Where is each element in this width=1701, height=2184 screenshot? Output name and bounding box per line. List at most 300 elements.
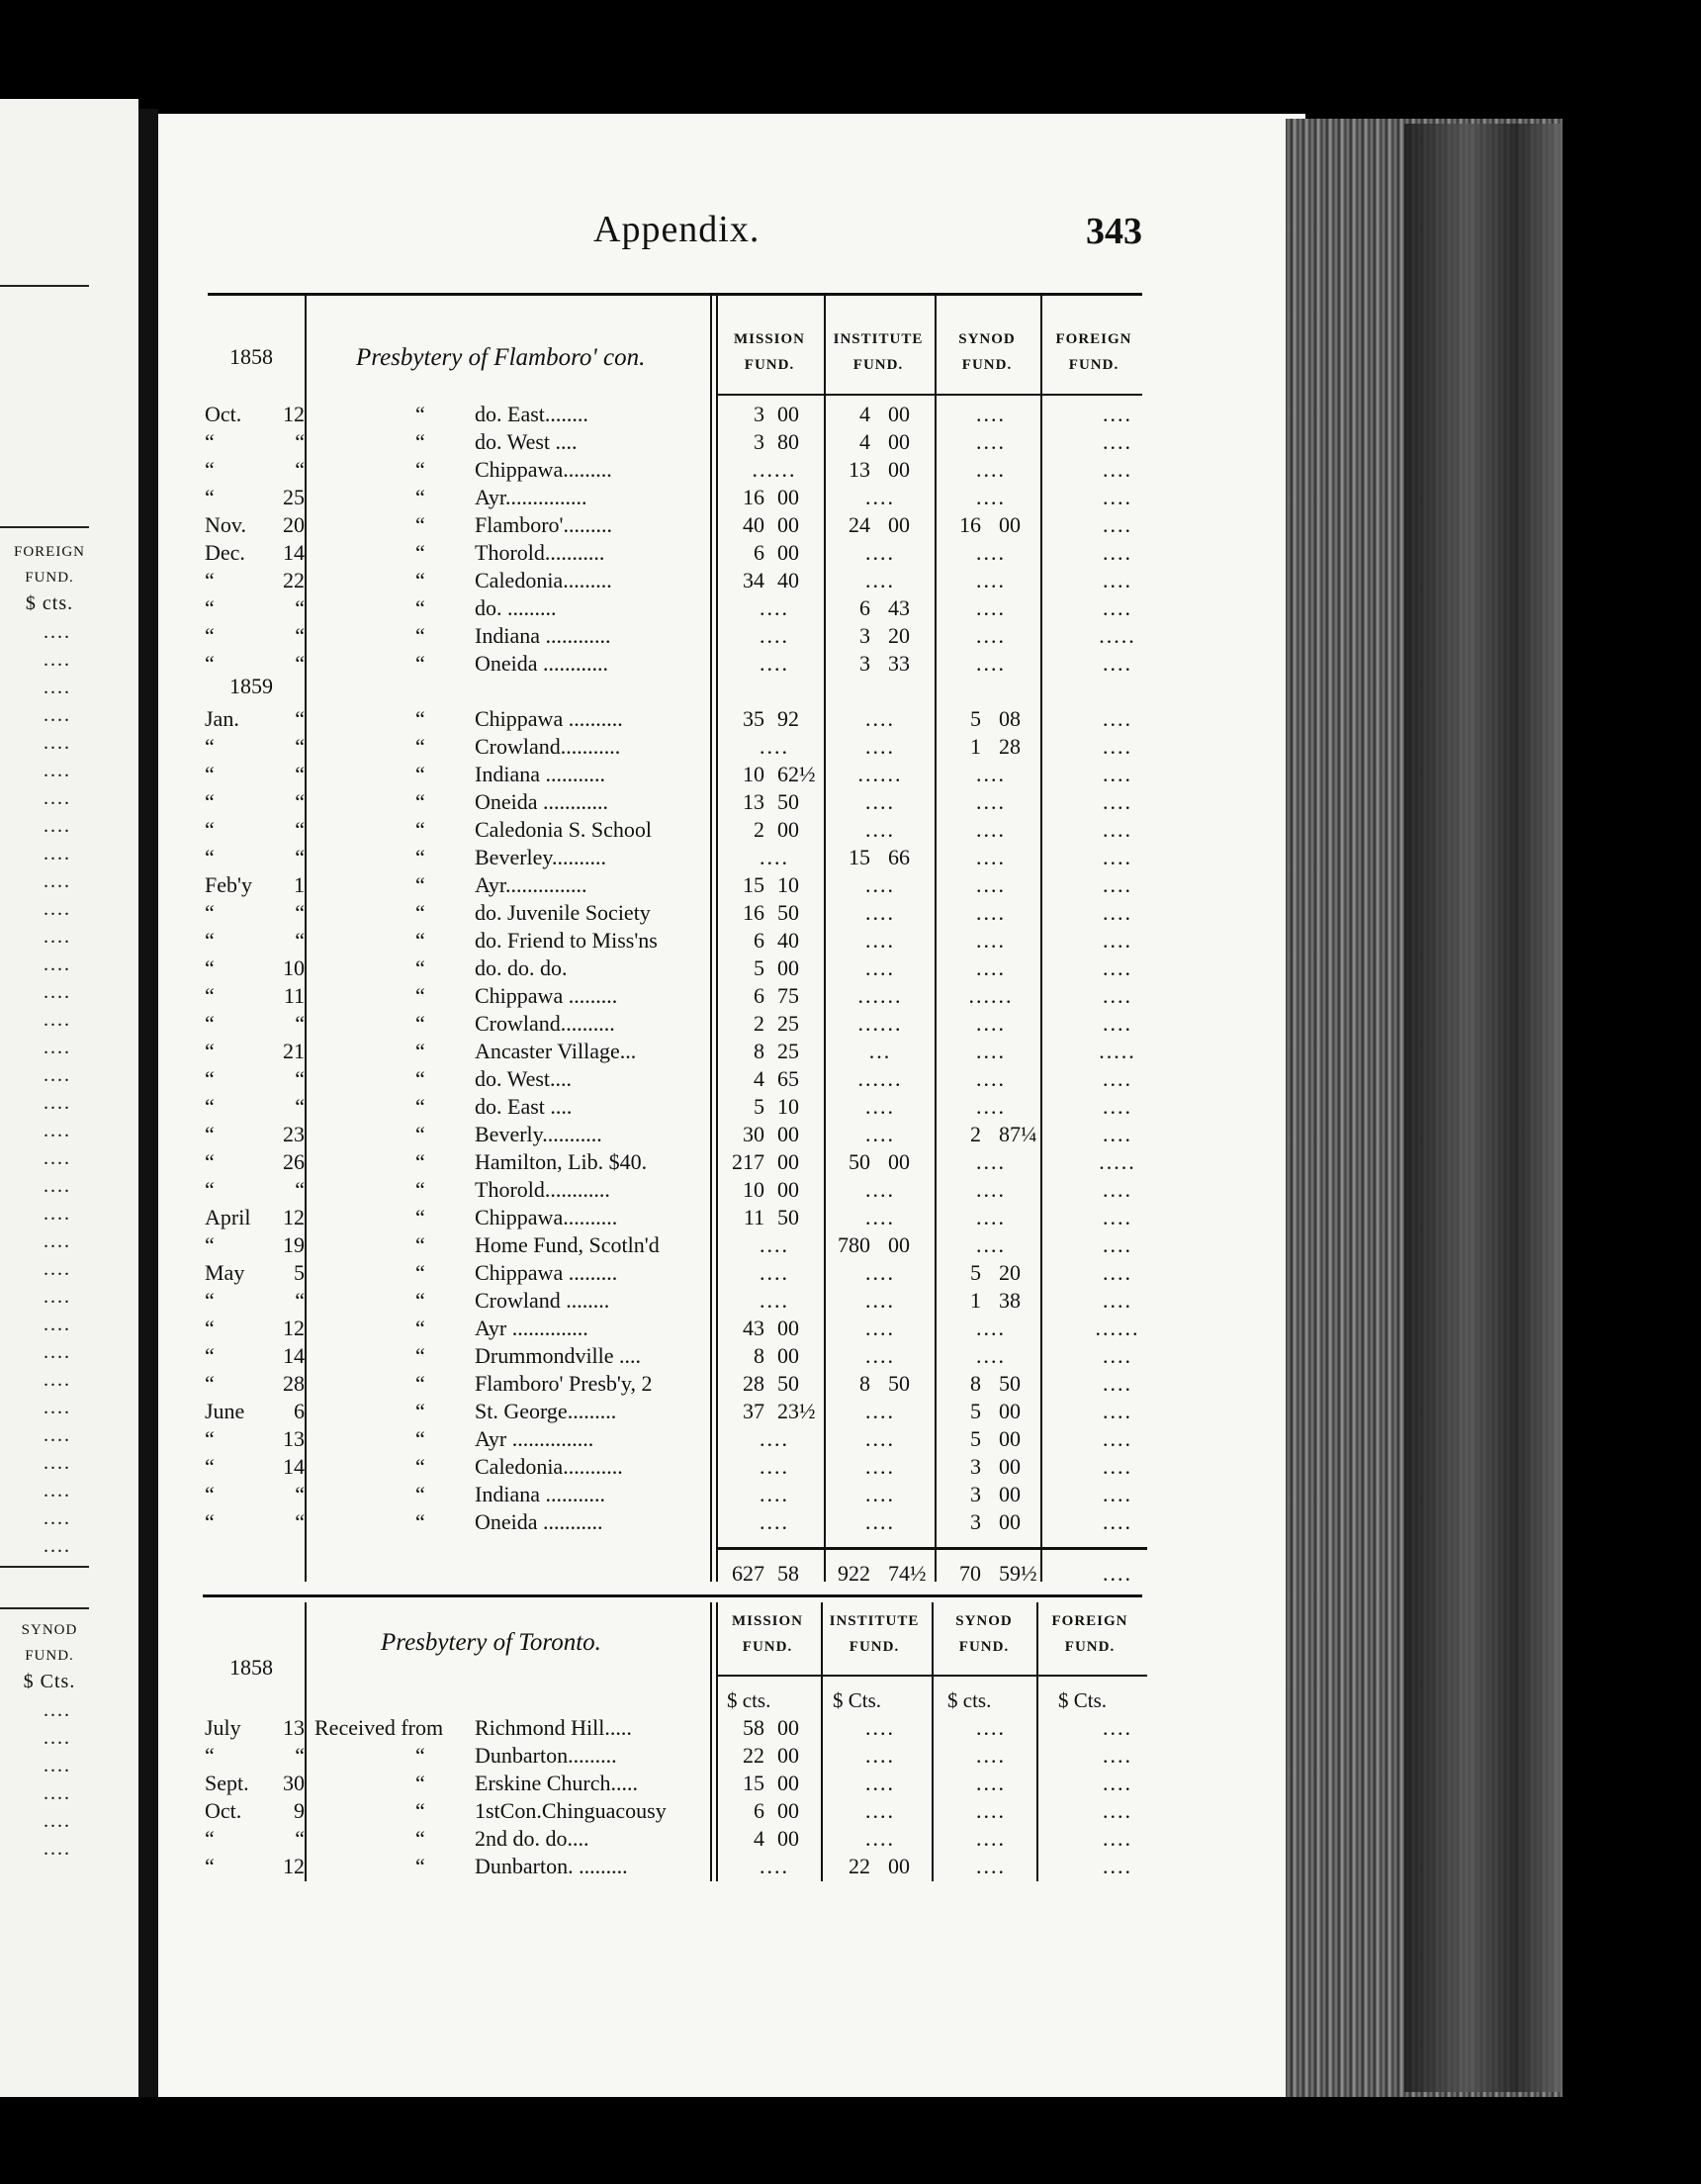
entry-day: 13 [283,1426,305,1451]
column-header-mission: MISSION FUND. [733,331,806,373]
mission-cents: 00 [777,512,799,537]
synod-cents: 00 [999,1399,1021,1423]
mission-blank: .... [760,1854,789,1878]
entry-day: 9 [294,1798,305,1823]
institute-blank: .... [865,1343,895,1368]
entry-name: do. Juvenile Society [475,900,651,925]
table-row [0,1176,1286,1204]
table-row [0,1742,1286,1770]
table-row [0,1121,1286,1148]
entry-day: 19 [283,1232,305,1257]
entry-name: St. George......... [475,1399,617,1423]
left-page-column-header: SYNOD FUND. [21,1622,78,1664]
entry-ditto: “ [415,706,425,731]
institute-cents: 00 [888,1232,910,1257]
entry-month: “ [205,1149,215,1174]
left-page-dot-leader: .... [44,1838,71,1860]
synod-cents: 00 [999,1454,1021,1479]
mission-dollars: 28 [743,1371,764,1396]
foreign-amount: .... [1103,1854,1132,1878]
synod-blank: .... [976,1743,1006,1768]
entry-name: Indiana ........... [475,1482,605,1506]
entry-name: Chippawa......... [475,457,612,482]
foreign-amount: ..... [1099,1149,1136,1174]
entry-month: “ [205,457,215,482]
entry-month: “ [205,956,215,980]
entry-month: “ [205,1454,215,1479]
entry-ditto: “ [415,595,425,620]
entry-name: Erskine Church..... [475,1771,638,1795]
institute-blank: .... [865,1205,895,1229]
left-page-dot-leader: .... [44,898,71,920]
entry-month: “ [205,1826,215,1851]
synod-blank: .... [976,872,1006,897]
table-row [0,401,1286,428]
entry-ditto: “ [415,1011,425,1036]
table-row [0,1770,1286,1797]
total-institute-cents: 74½ [888,1561,927,1586]
mission-dollars: 35 [743,706,764,731]
synod-blank: .... [976,402,1006,426]
foreign-amount: ..... [1099,1039,1136,1063]
left-page-dot-leader: .... [44,1258,71,1280]
synod-blank: .... [976,1316,1006,1340]
mission-blank: .... [760,1454,789,1479]
entry-ditto: “ [415,402,425,426]
synod-blank: .... [976,762,1006,786]
institute-blank: .... [865,928,895,953]
entry-month: “ [205,485,215,509]
entry-name: Ayr .............. [475,1316,588,1340]
entry-month: “ [205,845,215,869]
entry-month: “ [205,623,215,648]
institute-dollars: 4 [859,429,870,454]
entry-name: Chippawa.......... [475,1205,618,1229]
entry-month: “ [205,1066,215,1091]
institute-blank: .... [865,485,895,509]
entry-month: “ [205,1177,215,1202]
entry-ditto: “ [415,1509,425,1534]
mission-blank: .... [760,595,789,620]
institute-blank: .... [865,872,895,897]
mission-cents: 10 [777,872,799,897]
entry-month: Oct. [205,1798,242,1823]
mission-cents: 50 [777,1205,799,1229]
synod-blank: .... [976,1771,1006,1795]
mission-dollars: 34 [743,568,764,592]
entry-name: Oneida ............ [475,789,609,814]
entry-month: Sept. [205,1771,249,1795]
institute-dollars: 3 [859,623,870,648]
entry-month: “ [205,983,215,1008]
table-row [0,622,1286,650]
entry-month: “ [205,1011,215,1036]
table-row [0,927,1286,955]
entry-day: “ [295,845,305,869]
institute-blank: ...... [857,1066,903,1091]
left-page-dot-leader: .... [44,621,71,643]
mission-dollars: 2 [754,817,764,842]
foreign-amount: .... [1103,651,1132,676]
institute-dollars: 13 [849,457,870,482]
left-page-dot-leader: .... [44,1037,71,1058]
entry-day: 10 [283,956,305,980]
left-page-dot-leader: .... [44,1203,71,1225]
institute-blank: .... [865,1094,895,1119]
foreign-amount: .... [1103,1371,1132,1396]
entry-ditto: “ [415,734,425,759]
year-label: 1859 [229,674,273,698]
section-year: 1858 [229,344,273,369]
mission-dollars: 6 [754,928,764,953]
entry-name: Beverly........... [475,1122,602,1146]
entry-month: “ [205,1094,215,1119]
entry-name: Thorold............ [475,1177,610,1202]
left-page-dot-leader: .... [44,1424,71,1446]
entry-ditto: “ [415,900,425,925]
foreign-amount: .... [1103,457,1132,482]
table-row [0,1481,1286,1508]
synod-subhead: $ cts. [947,1688,992,1712]
entry-month: June [205,1399,245,1423]
left-page-dot-leader: .... [44,1397,71,1418]
foreign-amount: .... [1103,568,1132,592]
column-header-foreign: FOREIGN FUND. [1055,331,1132,373]
foreign-amount: .... [1103,1509,1132,1534]
left-page-subhead: $ Cts. [23,1671,76,1692]
institute-blank: ... [868,1039,892,1063]
entry-ditto: “ [415,956,425,980]
institute-cents: 20 [888,623,910,648]
entry-ditto: “ [415,817,425,842]
entry-day: “ [295,595,305,620]
entry-ditto: “ [415,1232,425,1257]
foreign-amount: .... [1103,1288,1132,1313]
synod-blank: .... [976,900,1006,925]
section-year: 1858 [229,1655,273,1680]
entry-name: Crowland.......... [475,1011,615,1036]
entry-day: “ [295,457,305,482]
mission-cents: 00 [777,485,799,509]
institute-blank: .... [865,956,895,980]
institute-blank: .... [865,734,895,759]
table-row [0,594,1286,622]
entry-day: 12 [283,1205,305,1229]
left-page-dot-leader: .... [44,1452,71,1474]
entry-month: “ [205,1232,215,1257]
foreign-amount: .... [1103,1205,1132,1229]
foreign-amount: .... [1103,1343,1132,1368]
synod-blank: .... [976,623,1006,648]
left-page-dot-leader: .... [44,1341,71,1363]
foreign-amount: .... [1103,789,1132,814]
entry-ditto: “ [415,429,425,454]
mission-dollars: 6 [754,983,764,1008]
institute-dollars: 780 [838,1232,870,1257]
institute-blank: .... [865,568,895,592]
mission-dollars: 16 [743,485,764,509]
institute-cents: 00 [888,457,910,482]
column-header-institute: INSTITUTE FUND. [829,1613,920,1655]
left-page-dot-leader: .... [44,1175,71,1197]
entry-ditto: “ [415,1316,425,1340]
institute-blank: .... [865,1260,895,1285]
table-top-rule [208,293,1142,296]
table-row [0,428,1286,456]
foreign-amount: ..... [1099,623,1136,648]
foreign-amount: .... [1103,1743,1132,1768]
entry-name: Crowland ........ [475,1288,610,1313]
page-number: 343 [1086,211,1142,252]
institute-cents: 00 [888,429,910,454]
mission-cents: 23½ [777,1399,816,1423]
institute-cents: 66 [888,845,910,869]
mission-dollars: 4 [754,1066,764,1091]
left-page-dot-leader: .... [44,1727,71,1749]
entry-month: “ [205,1316,215,1340]
institute-blank: .... [865,789,895,814]
entry-name: do. West .... [475,429,578,454]
foreign-amount: .... [1103,1454,1132,1479]
mission-cents: 00 [777,1771,799,1795]
entry-day: “ [295,651,305,676]
mission-cents: 00 [777,1798,799,1823]
institute-dollars: 24 [849,512,870,537]
entry-day: 14 [283,1343,305,1368]
mission-dollars: 3 [754,429,764,454]
left-page-dot-leader: .... [44,649,71,671]
synod-blank: .... [976,956,1006,980]
institute-cents: 00 [888,512,910,537]
entry-name: 1stCon.Chinguacousy [475,1798,667,1823]
institute-blank: ...... [857,983,903,1008]
table-row [0,1315,1286,1342]
institute-blank: .... [865,540,895,565]
left-page-dot-leader: .... [44,787,71,809]
mission-blank: .... [760,1288,789,1313]
total-synod-cents: 59½ [999,1561,1037,1586]
table-row [0,650,1286,678]
foreign-amount: .... [1103,983,1132,1008]
mission-dollars: 4 [754,1826,764,1851]
synod-cents: 08 [999,706,1021,731]
synod-dollars: 16 [959,512,981,537]
running-title: Appendix. [593,209,761,250]
institute-subhead: $ Cts. [833,1688,882,1712]
entry-day: 12 [283,1854,305,1878]
total-foreign: .... [1103,1561,1132,1586]
mission-cents: 00 [777,1343,799,1368]
synod-blank: .... [976,485,1006,509]
mission-dollars: 22 [743,1743,764,1768]
header-underline [717,1675,1147,1677]
synod-blank: .... [976,1039,1006,1063]
entry-ditto: “ [415,623,425,648]
entry-day: 13 [283,1715,305,1740]
entry-ditto: “ [415,1149,425,1174]
page-fore-edge-shadow [1404,124,1563,2092]
column-header-synod: SYNOD FUND. [955,1613,1013,1655]
mission-cents: 50 [777,1371,799,1396]
entry-ditto: “ [415,789,425,814]
entry-name: Flamboro'......... [475,512,613,537]
left-page-column-header: FOREIGN FUND. [13,544,85,586]
synod-blank: .... [976,540,1006,565]
entry-day: 26 [283,1149,305,1174]
left-page-dot-leader: .... [44,926,71,948]
institute-blank: ...... [857,1011,903,1036]
totals-rule [717,1547,1147,1550]
section-title: Presbytery of Flamboro' con. [356,344,646,371]
synod-dollars: 5 [970,706,981,731]
mission-dollars: 10 [743,762,764,786]
table-row [0,456,1286,484]
table-row [0,1825,1286,1853]
entry-name: Caledonia S. School [475,817,653,842]
foreign-amount: .... [1103,402,1132,426]
mission-cents: 10 [777,1094,799,1119]
institute-blank: .... [865,1715,895,1740]
institute-blank: .... [865,1426,895,1451]
institute-dollars: 8 [859,1371,870,1396]
entry-day: 30 [283,1771,305,1795]
entry-day: “ [295,1288,305,1313]
entry-month: “ [205,429,215,454]
foreign-amount: .... [1103,762,1132,786]
mission-cents: 00 [777,817,799,842]
foreign-amount: .... [1103,1715,1132,1740]
entry-name: Caledonia......... [475,568,612,592]
mission-cents: 80 [777,429,799,454]
mission-cents: 50 [777,900,799,925]
mission-dollars: 8 [754,1343,764,1368]
foreign-amount: .... [1103,817,1132,842]
entry-day: “ [295,762,305,786]
mission-cents: 00 [777,1316,799,1340]
entry-name: Oneida ............ [475,651,609,676]
mission-dollars: 2 [754,1011,764,1036]
mission-dollars: 5 [754,956,764,980]
entry-month: “ [205,1854,215,1878]
left-page-dot-leader: .... [44,843,71,864]
foreign-amount: .... [1103,512,1132,537]
left-page-rule [0,1607,89,1609]
entry-name: Ayr ............... [475,1426,594,1451]
entry-ditto: “ [415,512,425,537]
entry-month: “ [205,900,215,925]
mission-dollars: 6 [754,1798,764,1823]
table-row [0,844,1286,871]
entry-name: Chippawa .......... [475,706,623,731]
entry-ditto: “ [415,1854,425,1878]
entry-ditto: “ [415,1343,425,1368]
left-page-dot-leader: .... [44,1782,71,1804]
left-page-dot-leader: .... [44,760,71,781]
foreign-amount: .... [1103,1826,1132,1851]
mission-dollars: 5 [754,1094,764,1119]
total-mission-cents: 58 [777,1561,799,1586]
left-page-dot-leader: .... [44,1699,71,1721]
foreign-amount: .... [1103,540,1132,565]
entry-month: “ [205,789,215,814]
mission-cents: 65 [777,1066,799,1091]
institute-dollars: 6 [859,595,870,620]
entry-month: July [205,1715,241,1740]
institute-cents: 00 [888,1149,910,1174]
entry-month: “ [205,568,215,592]
entry-day: “ [295,1177,305,1202]
entry-ditto: “ [415,1288,425,1313]
entry-ditto: “ [415,651,425,676]
table-row [0,1425,1286,1453]
synod-cents: 20 [999,1260,1021,1285]
table-row [0,1065,1286,1093]
foreign-amount: .... [1103,1771,1132,1795]
entry-day: “ [295,1482,305,1506]
entry-month: “ [205,651,215,676]
entry-day: “ [295,789,305,814]
left-page-dot-leader: .... [44,1755,71,1776]
table-row [0,1453,1286,1481]
institute-blank: .... [865,1509,895,1534]
foreign-amount: .... [1103,1011,1132,1036]
mission-cents: 00 [777,540,799,565]
column-header-institute: INSTITUTE FUND. [833,331,924,373]
entry-ditto: “ [415,1798,425,1823]
entry-day: 23 [283,1122,305,1146]
foreign-amount: .... [1103,706,1132,731]
entry-month: “ [205,1426,215,1451]
synod-dollars: 5 [970,1426,981,1451]
table-row [0,761,1286,788]
institute-blank: .... [865,706,895,731]
entry-name: Thorold........... [475,540,605,565]
synod-blank: .... [976,651,1006,676]
synod-cents: 00 [999,1426,1021,1451]
entry-ditto: “ [415,1039,425,1063]
synod-blank: .... [976,568,1006,592]
left-page-dot-leader: .... [44,1314,71,1335]
institute-blank: ...... [857,762,903,786]
mission-blank: .... [760,623,789,648]
synod-blank: .... [976,1011,1006,1036]
mission-cents: 00 [777,402,799,426]
mission-cents: 00 [777,1122,799,1146]
synod-cents: 00 [999,1509,1021,1534]
entry-name: Dunbarton......... [475,1743,617,1768]
totals-row [0,1560,1286,1588]
entry-day: “ [295,928,305,953]
synod-cents: 28 [999,734,1021,759]
entry-name: Ayr............... [475,872,587,897]
entry-ditto: “ [415,1771,425,1795]
foreign-amount: .... [1103,1094,1132,1119]
section-divider-rule [203,1594,1142,1597]
table-row [0,1714,1286,1742]
mission-dollars: 6 [754,540,764,565]
total-institute-dollars: 922 [838,1561,870,1586]
entry-name: 2nd do. do.... [475,1826,589,1851]
synod-dollars: 1 [970,1288,981,1313]
entry-day: “ [295,1509,305,1534]
synod-dollars: 1 [970,734,981,759]
mission-cents: 40 [777,928,799,953]
left-page-dot-leader: .... [44,1535,71,1557]
left-page-dot-leader: .... [44,954,71,975]
entry-month: “ [205,762,215,786]
entry-day: 14 [283,540,305,565]
entry-ditto: “ [415,1399,425,1423]
